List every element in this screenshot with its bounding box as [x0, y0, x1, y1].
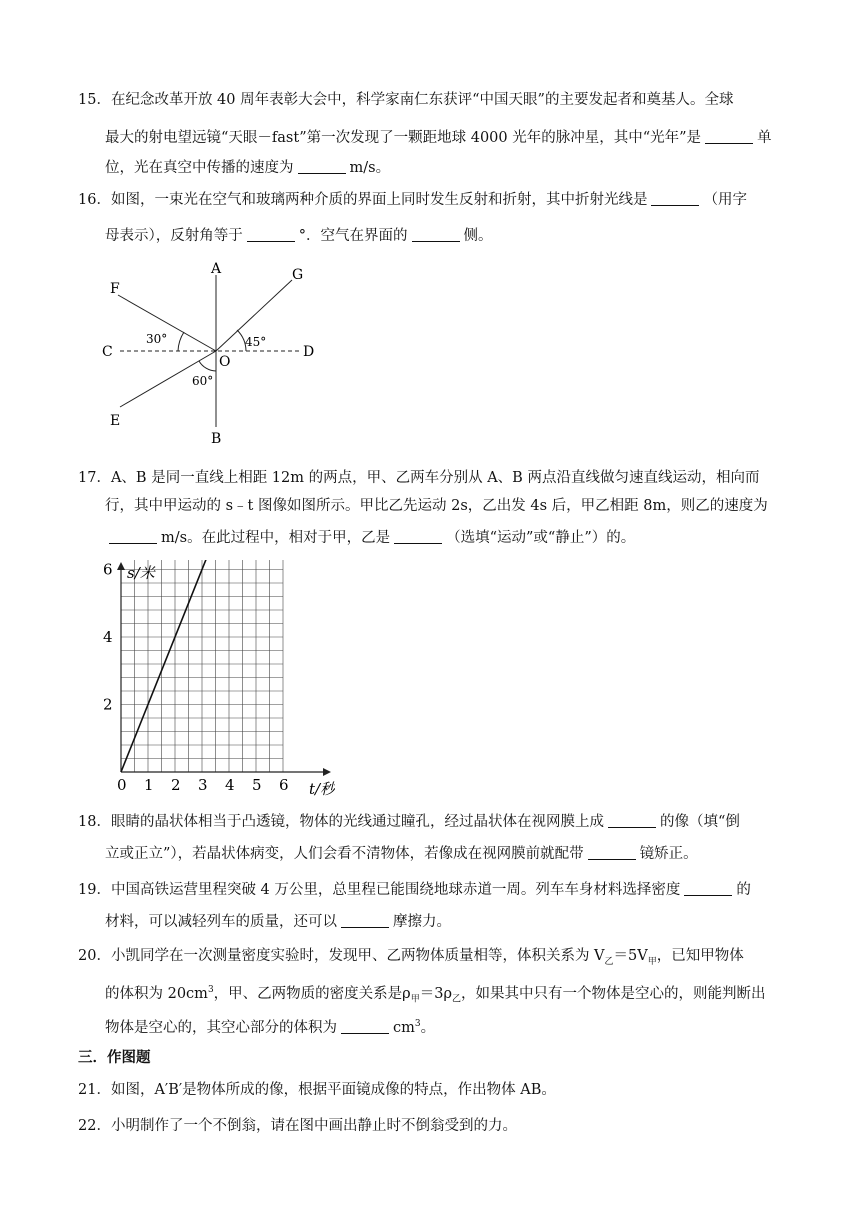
q19-number: 19．: [78, 882, 111, 898]
s-t-graph: [95, 560, 335, 805]
angle-45: 45°: [245, 335, 267, 349]
q21-text: 如图，A′B′是物体所成的像，根据平面镜成像的特点，作出物体 AB。: [110, 1082, 556, 1098]
q18-text2: 立或正立”），若晶状体病变，人们会看不清物体，若像成在视网膜前就配带: [105, 846, 584, 862]
q20-text3a: 物体是空心的，其空心部分的体积为: [105, 1019, 337, 1036]
q17-number: 17．: [78, 470, 111, 486]
q17-text2: 行，其中甲运动的 s﹣t 图像如图所示。甲比乙先运动 2s，乙出发 4s 后，甲乙相距 8m，则乙的速度为: [105, 498, 768, 514]
q20-text2c: ＝3ρ: [419, 985, 452, 1002]
arc-30: [178, 332, 184, 351]
q17-text3b: （选填“运动”或“静止”）的。: [446, 530, 636, 546]
q19-text2: 材料，可以减轻列车的质量，还可以: [105, 914, 337, 930]
q20-sup1: 3: [207, 985, 214, 995]
q20-blank1[interactable]: [341, 1019, 389, 1034]
label-A: A: [211, 261, 222, 277]
q15-blank1[interactable]: [705, 129, 753, 144]
q17-line2: [105, 496, 768, 516]
q18-blank1[interactable]: [608, 813, 656, 828]
q19-text2b: 摩擦力。: [393, 914, 451, 930]
q18-blank2[interactable]: [588, 845, 636, 860]
q22-line: [78, 1116, 517, 1136]
q21-number: 21．: [78, 1082, 111, 1098]
q16-line2: [105, 226, 493, 246]
q15-line3: [105, 158, 390, 178]
q19-text1b: 的: [736, 882, 751, 898]
q16-text1: 如图，一束光在空气和玻璃两种介质的界面上同时发生反射和折射，其中折射光线是: [110, 192, 648, 208]
q17-line1: [78, 468, 759, 488]
q15-text3b: m/s。: [349, 160, 391, 176]
q22-number: 22．: [78, 1118, 111, 1134]
q20-text2b: ，甲、乙两物质的密度关系是ρ: [213, 985, 411, 1002]
q16-text2: 母表示），反射角等于: [105, 228, 243, 244]
q15-line2: [105, 128, 772, 148]
q18-number: 18．: [78, 814, 111, 830]
section-title: 三．作图题: [78, 1049, 151, 1066]
label-O: O: [219, 354, 231, 370]
q15-number: 15．: [78, 92, 111, 108]
q20-text2a: 的体积为 20cm: [105, 985, 208, 1002]
q20-text3c: 。: [420, 1019, 436, 1036]
q18-line2: [105, 844, 698, 864]
q20-text2d: ，如果其中只有一个物体是空心的，则能判断出: [460, 985, 766, 1002]
q16-number: 16．: [78, 192, 111, 208]
q16-blank3[interactable]: [412, 227, 460, 242]
label-F: F: [110, 281, 120, 297]
q15-text2b: 单: [757, 130, 772, 146]
q16-text1b: （用字: [703, 192, 747, 208]
q20-text1a: 小凯同学在一次测量密度实验时，发现甲、乙两物体质量相等，体积关系为 V: [110, 948, 605, 964]
q17-blank1[interactable]: [109, 529, 157, 544]
q19-blank2[interactable]: [341, 913, 389, 928]
x-axis-label: t/秒: [309, 780, 335, 798]
q17-text1: A、B 是同一直线上相距 12m 的两点，甲、乙两车分别从 A、B 两点沿直线做匀速直线运动，相向而: [110, 470, 760, 486]
y-tick-label: 2: [103, 695, 113, 714]
q20-line3: [105, 1014, 435, 1038]
q19-text1: 中国高铁运营里程突破 4 万公里，总里程已能围绕地球赤道一周。列车车身材料选择密度: [110, 882, 681, 898]
q20-text1c: ，已知甲物体: [656, 948, 744, 964]
q18-text2b: 镜矫正。: [639, 846, 698, 862]
angle-30: 30°: [146, 332, 168, 346]
q20-sup2: 3: [414, 1019, 421, 1029]
x-tick-label: 1: [144, 776, 154, 794]
q16-text2c: 侧。: [463, 228, 493, 244]
y-tick-label: 4: [103, 628, 113, 646]
q19-blank1[interactable]: [684, 881, 732, 896]
x-tick-label: 0: [117, 776, 127, 794]
q20-number: 20．: [78, 948, 111, 964]
q20-text3b: cm: [393, 1019, 415, 1036]
q17-text3: m/s。在此过程中，相对于甲，乙是: [161, 530, 391, 546]
q20-sub2: 甲: [647, 956, 657, 967]
q20-sub4: 乙: [451, 994, 461, 1005]
q16-blank1[interactable]: [651, 191, 699, 206]
q15-line1: [78, 90, 733, 110]
q15-text1: 在纪念改革开放 40 周年表彰大会中，科学家南仁东获评“中国天眼”的主要发起者和奠基人。全球: [110, 92, 734, 108]
angle-60: 60°: [192, 374, 214, 388]
q16-blank2[interactable]: [247, 227, 295, 242]
label-E: E: [110, 413, 121, 429]
x-tick-label: 5: [252, 776, 262, 794]
q21-line: [78, 1080, 556, 1100]
q15-text3: 位，光在真空中传播的速度为: [105, 160, 294, 176]
x-tick-label: 3: [198, 776, 208, 794]
q20-line2: [105, 980, 765, 1010]
label-B: B: [211, 431, 222, 447]
q16-text2b: °．空气在界面的: [298, 228, 408, 244]
q19-line1: [78, 880, 751, 900]
label-C: C: [102, 344, 113, 360]
q15-blank2[interactable]: [298, 159, 346, 174]
q20-sub3: 甲: [410, 994, 420, 1005]
x-tick-label: 2: [171, 776, 181, 794]
arc-60: [199, 361, 216, 371]
q17-line3: [105, 528, 635, 548]
q22-text: 小明制作了一个不倒翁，请在图中画出静止时不倒翁受到的力。: [110, 1118, 517, 1134]
q20-text1b: ＝5V: [613, 948, 648, 964]
y-axis-label: s/米: [127, 564, 155, 582]
chart-grid: [121, 560, 283, 772]
y-tick-label: 6: [103, 560, 113, 579]
q15-text2: 最大的射电望远镜“天眼－fast”第一次发现了一颗距地球 4000 光年的脉冲星，其中“光年”是: [105, 130, 702, 146]
label-D: D: [303, 344, 315, 360]
y-axis-arrow: [117, 562, 125, 570]
q16-line1: [78, 190, 747, 210]
x-axis-arrow: [323, 768, 331, 776]
q17-blank2[interactable]: [394, 529, 442, 544]
q20-line1: [78, 946, 744, 972]
x-tick-label: 4: [225, 776, 235, 794]
q18-text1: 眼睛的晶状体相当于凸透镜，物体的光线通过瞳孔，经过晶状体在视网膜上成: [110, 814, 604, 830]
tick-labels: [103, 560, 289, 794]
optics-figure: [100, 255, 340, 450]
q20-sub1: 乙: [604, 956, 614, 967]
x-tick-label: 6: [279, 776, 289, 794]
label-G: G: [292, 267, 304, 283]
q18-line1: [78, 812, 740, 832]
q18-text1b: 的像（填“倒: [659, 814, 740, 830]
q19-line2: [105, 912, 451, 932]
